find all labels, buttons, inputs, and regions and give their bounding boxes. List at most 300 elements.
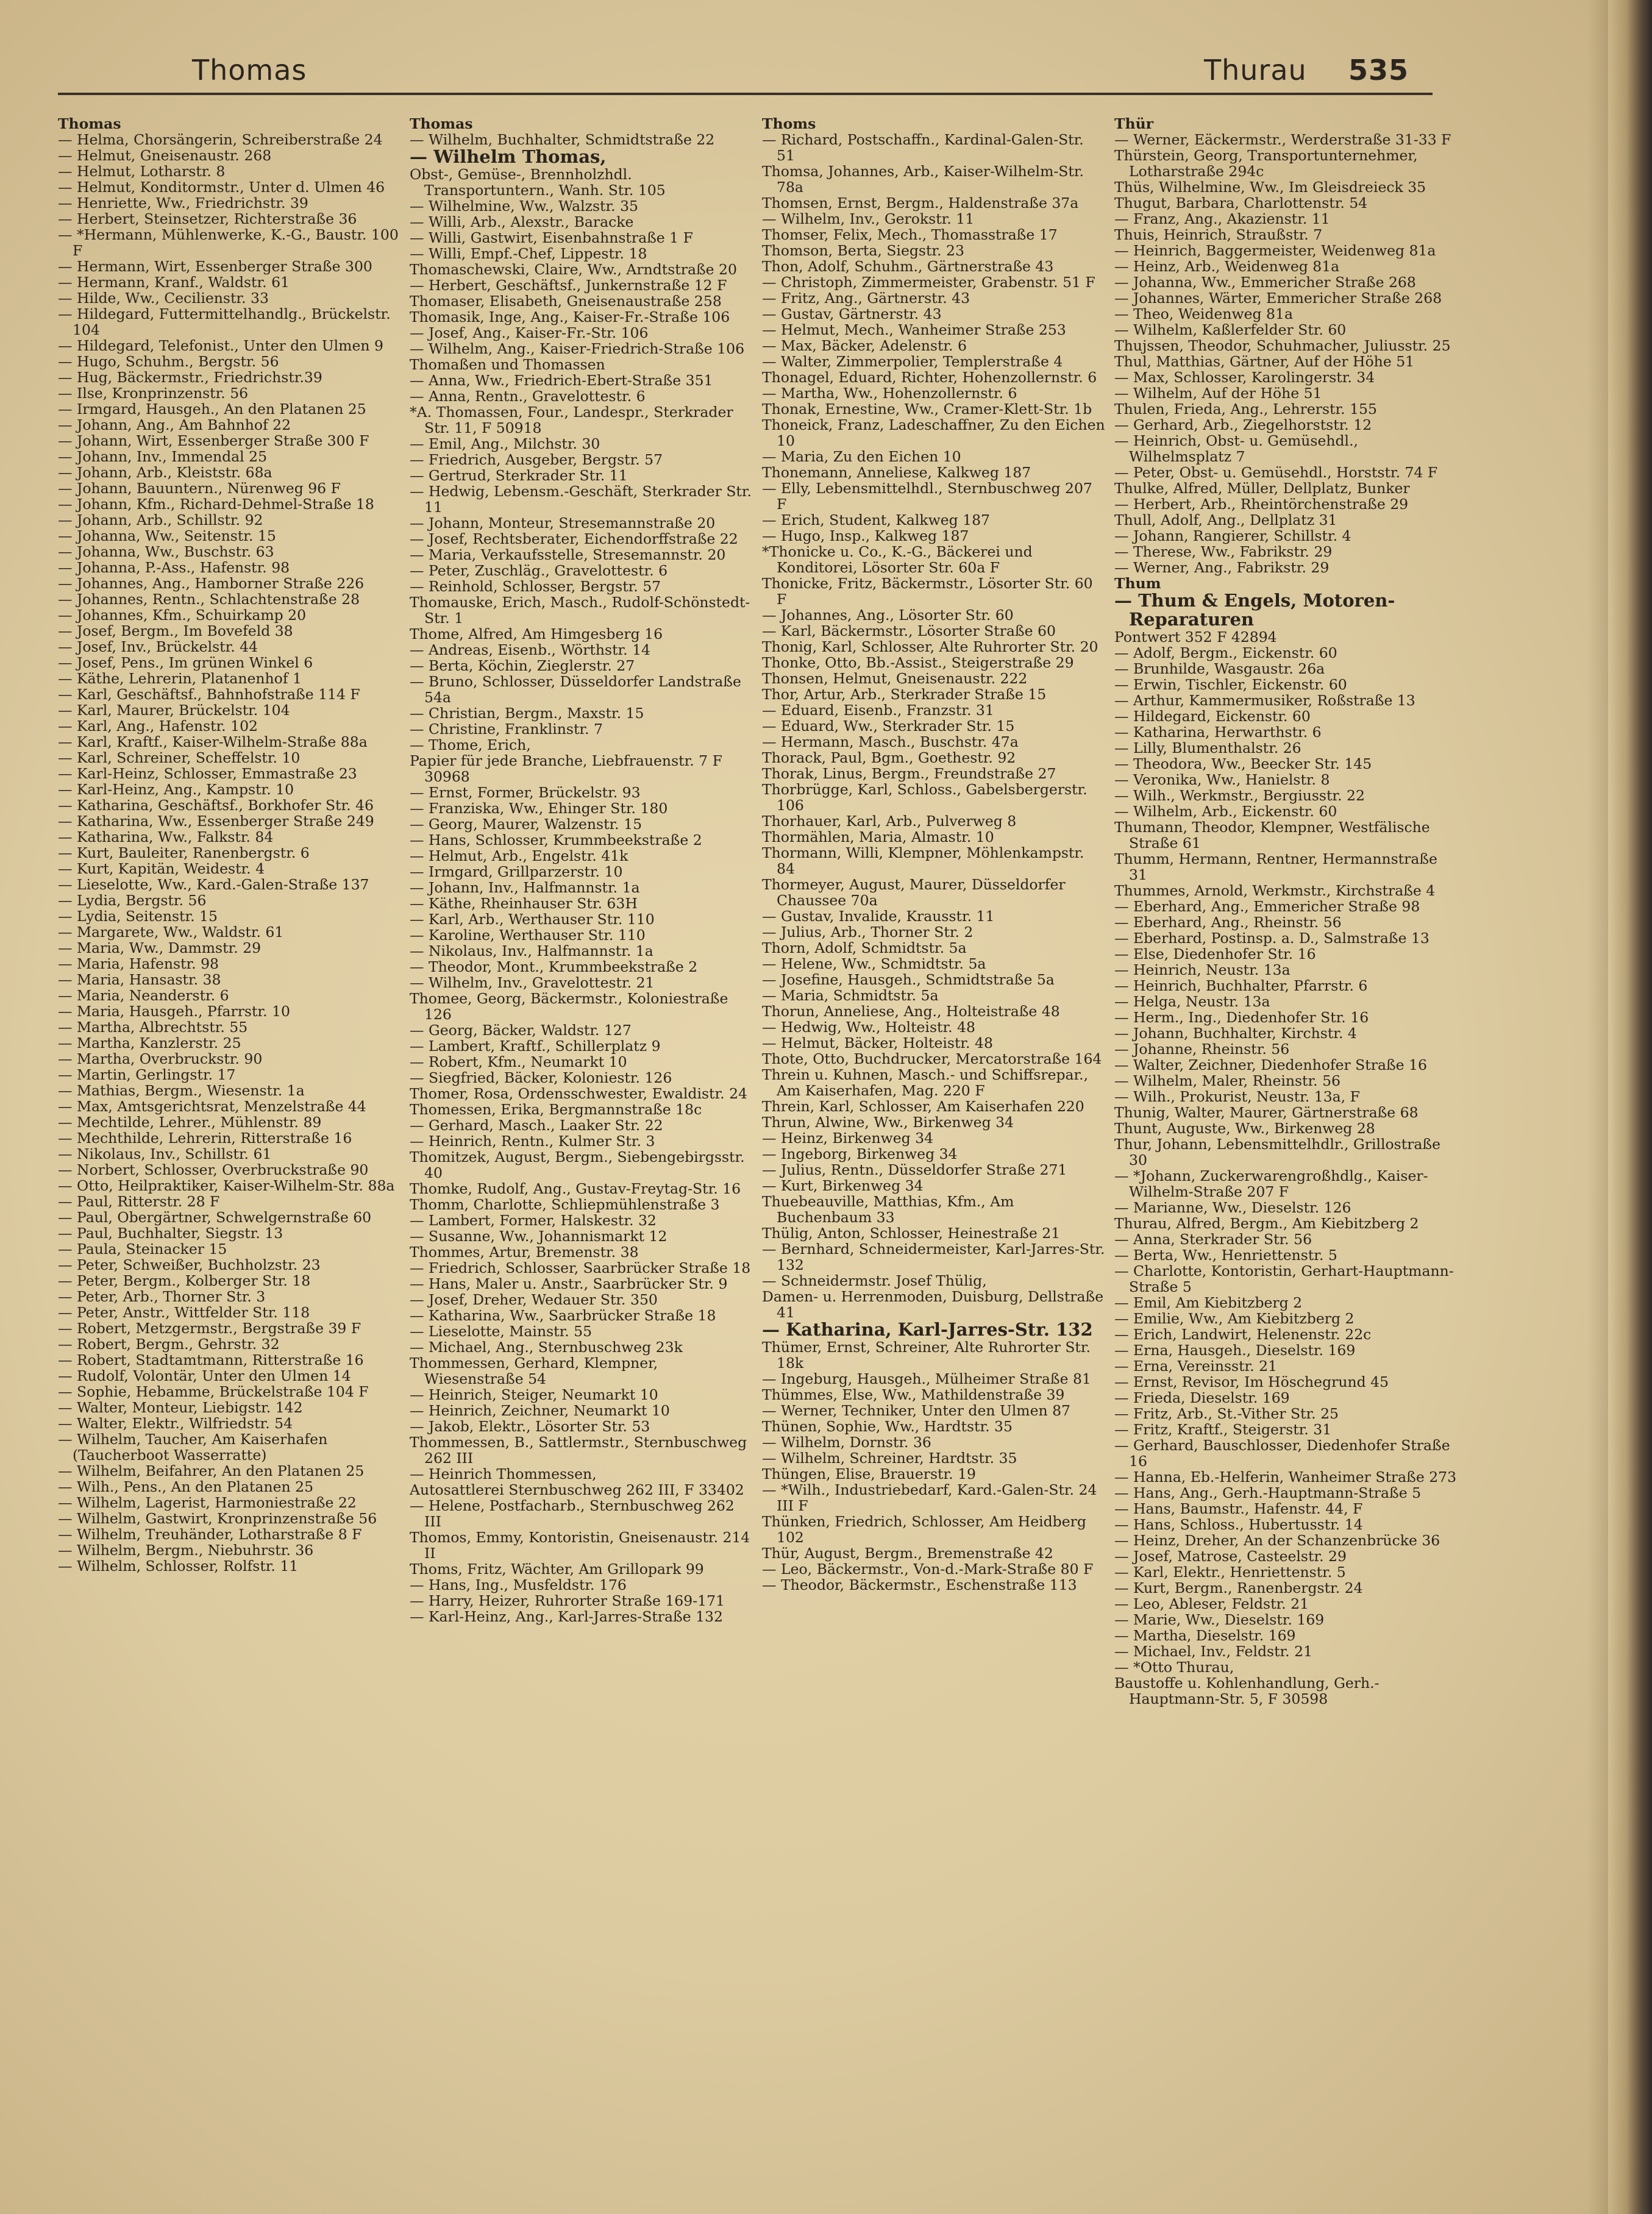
directory-entry: — Hilde, Ww., Cecilienstr. 33: [58, 290, 269, 307]
directory-entry: — Johann, Inv., Halfmannstr. 1a: [410, 879, 640, 896]
directory-entry: — Walter, Monteur, Liebigstr. 142: [58, 1399, 303, 1416]
directory-entry: — Johannes, Ang., Hamborner Straße 226: [58, 575, 365, 592]
directory-entry: — Maria, Hansastr. 38: [58, 971, 221, 988]
directory-entry: — Helma, Chorsängerin, Schreiberstraße 24: [58, 131, 383, 148]
directory-entry: — Hans, Baumstr., Hafenstr. 44, F: [1114, 1500, 1363, 1517]
directory-entry: Thümmes, Else, Ww., Mathildenstraße 39: [762, 1386, 1065, 1403]
directory-entry: — Peter, Anstr., Wittfelder Str. 118: [58, 1304, 310, 1321]
directory-entry: — Wilh., Prokurist, Neustr. 13a, F: [1114, 1088, 1360, 1105]
directory-entry: — Therese, Ww., Fabrikstr. 29: [1114, 543, 1333, 560]
directory-entry: — Otto, Heilpraktiker, Kaiser-Wilhelm-Str. 88a: [58, 1177, 395, 1194]
directory-entry: — Else, Diedenhofer Str. 16: [1114, 945, 1316, 963]
directory-entry: — Wilhelm, Kaßlerfelder Str. 60: [1114, 321, 1347, 338]
directory-entry: — Erna, Vereinsstr. 21: [1114, 1358, 1278, 1375]
directory-entry: — Johanna, Ww., Seitenstr. 15: [58, 527, 276, 544]
directory-entry: — Johannes, Wärter, Emmericher Straße 268: [1114, 290, 1442, 307]
directory-entry: Thum: [1114, 575, 1161, 592]
directory-entry: Thonig, Karl, Schlosser, Alte Ruhrorter Str. 20: [762, 638, 1098, 655]
directory-column-4: [1114, 116, 1459, 2201]
directory-entry: Thonsen, Helmut, Gneisenaustr. 222: [762, 670, 1028, 687]
directory-entry: Thor, Artur, Arb., Sterkrader Straße 15: [762, 686, 1047, 703]
directory-entry: — Max, Amtsgerichtsrat, Menzelstraße 44: [58, 1098, 366, 1115]
directory-entry: — Josef, Pens., Im grünen Winkel 6: [58, 654, 313, 671]
directory-entry: — Martha, Overbruckstr. 90: [58, 1050, 263, 1067]
directory-entry: — Veronika, Ww., Hanielstr. 8: [1114, 771, 1330, 788]
directory-entry: — Heinrich, Zeichner, Neumarkt 10: [410, 1402, 670, 1419]
directory-entry: — Ingeburg, Hausgeh., Mülheimer Straße 81: [762, 1370, 1091, 1387]
directory-entry: — Gertrud, Sterkrader Str. 11: [410, 467, 628, 484]
directory-column-3: [762, 116, 1106, 2201]
directory-entry: — Werner, Eäckermstr., Werderstraße 31-33 F: [1114, 131, 1451, 148]
directory-entry: — Karl, Maurer, Brückelstr. 104: [58, 702, 290, 719]
directory-entry: — Wilhelmine, Ww., Walzstr. 35: [410, 198, 638, 215]
directory-entry: — Wilhelm Thomas,: [410, 146, 607, 167]
directory-entry: Thomaschewski, Claire, Ww., Arndtstraße 20: [410, 261, 737, 278]
directory-entry: — Lydia, Seitenstr. 15: [58, 908, 218, 925]
directory-entry: — *Otto Thurau,: [1114, 1659, 1234, 1676]
directory-entry: — Leo, Ableser, Feldstr. 21: [1114, 1595, 1309, 1612]
directory-entry: *Thonicke u. Co., K.-G., Bäckerei und Konditorei, Lösorter Str. 60a F: [762, 543, 1033, 576]
directory-entry: Thummes, Arnold, Werkmstr., Kirchstraße 4: [1114, 882, 1436, 899]
directory-entry: — Maria, Schmidtstr. 5a: [762, 987, 939, 1004]
directory-entry: *A. Thomassen, Four., Landespr., Sterkrader Str. 11, F 50918: [410, 404, 733, 436]
directory-entry: — Willi, Empf.-Chef, Lippestr. 18: [410, 245, 647, 262]
directory-entry: — Johanna, Ww., Emmericher Straße 268: [1114, 274, 1416, 291]
directory-entry: — Wilhelm, Gastwirt, Kronprinzenstraße 56: [58, 1510, 377, 1527]
directory-entry: Threin, Karl, Schlosser, Am Kaiserhafen 220: [762, 1098, 1084, 1115]
directory-entry: — Thome, Erich,: [410, 736, 531, 753]
directory-entry: — Lieselotte, Ww., Kard.-Galen-Straße 137: [58, 876, 369, 893]
directory-entry: — Friedrich, Ausgeber, Bergstr. 57: [410, 451, 663, 468]
directory-entry: — Anna, Rentn., Gravelottestr. 6: [410, 388, 646, 405]
directory-entry: — Mechthilde, Lehrerin, Ritterstraße 16: [58, 1130, 352, 1147]
directory-entry: — Martin, Gerlingstr. 17: [58, 1066, 236, 1083]
directory-entry: — Eberhard, Postinsp. a. D., Salmstraße 13: [1114, 930, 1429, 947]
directory-entry: — Johannes, Kfm., Schuirkamp 20: [58, 607, 307, 624]
directory-entry: — Michael, Inv., Feldstr. 21: [1114, 1643, 1313, 1660]
directory-entry: — Hans, Ang., Gerh.-Hauptmann-Straße 5: [1114, 1484, 1422, 1501]
directory-entry: — Anna, Sterkrader Str. 56: [1114, 1231, 1312, 1248]
directory-entry: — Ingeborg, Birkenweg 34: [762, 1145, 958, 1162]
directory-entry: Thüngen, Elise, Brauerstr. 19: [762, 1465, 976, 1483]
directory-entry: — Karl, Geschäftsf., Bahnhofstraße 114 F: [58, 686, 360, 703]
directory-entry: — Emil, Am Kiebitzberg 2: [1114, 1294, 1303, 1311]
directory-entry: — Anna, Ww., Friedrich-Ebert-Straße 351: [410, 372, 713, 389]
directory-entry: — Herm., Ing., Diedenhofer Str. 16: [1114, 1009, 1369, 1026]
directory-entry: — Wilhelm, Dornstr. 36: [762, 1434, 931, 1451]
directory-entry: — Hans, Schlosser, Krummbeekstraße 2: [410, 831, 702, 849]
directory-entry: Thonemann, Anneliese, Kalkweg 187: [762, 464, 1031, 481]
directory-entry: — Paul, Ritterstr. 28 F: [58, 1193, 220, 1210]
directory-entry: — Wilhelm, Ang., Kaiser-Friedrich-Straße 106: [410, 340, 745, 357]
directory-entry: Thomsen, Ernst, Bergm., Haldenstraße 37a: [762, 194, 1079, 212]
directory-entry: — Andreas, Eisenb., Wörthstr. 14: [410, 641, 651, 658]
directory-entry: — Karl-Heinz, Ang., Karl-Jarres-Straße 132: [410, 1608, 723, 1625]
directory-entry: — Gustav, Invalide, Krausstr. 11: [762, 908, 995, 925]
directory-entry: Thoneick, Franz, Ladeschaffner, Zu den Eichen 10: [762, 416, 1105, 449]
directory-entry: — Irmgard, Grillparzerstr. 10: [410, 863, 623, 880]
directory-entry: Thomasik, Inge, Ang., Kaiser-Fr.-Straße 106: [410, 308, 730, 326]
directory-entry: — Julius, Arb., Thorner Str. 2: [762, 924, 974, 941]
directory-entry: — Lambert, Kraftf., Schillerplatz 9: [410, 1038, 661, 1055]
directory-entry: — Käthe, Lehrerin, Platanenhof 1: [58, 670, 302, 687]
directory-entry: — Maria, Hausgeh., Pfarrstr. 10: [58, 1003, 290, 1020]
directory-entry: Thomson, Berta, Siegstr. 23: [762, 242, 964, 259]
directory-entry: — Susanne, Ww., Johannismarkt 12: [410, 1228, 668, 1245]
directory-entry: — Martha, Albrechtstr. 55: [58, 1019, 248, 1036]
directory-entry: — Herbert, Arb., Rheintörchenstraße 29: [1114, 496, 1409, 513]
directory-entry: — Peter, Obst- u. Gemüsehdl., Horststr. 74 F: [1114, 464, 1438, 481]
directory-entry: — *Johann, Zuckerwarengroßhdlg., Kaiser-Wilhelm-Straße 207 F: [1114, 1167, 1428, 1200]
directory-entry: — Theo, Weidenweg 81a: [1114, 305, 1293, 322]
directory-entry: — Reinhold, Schlosser, Bergstr. 57: [410, 578, 661, 595]
directory-entry: — Johanne, Rheinstr. 56: [1114, 1041, 1290, 1058]
directory-entry: Thoms, Fritz, Wächter, Am Grillopark 99: [410, 1561, 704, 1578]
directory-entry: — Erich, Landwirt, Helenenstr. 22c: [1114, 1326, 1372, 1343]
directory-entry: Thulen, Frieda, Ang., Lehrerstr. 155: [1114, 400, 1377, 418]
directory-entry: — Heinz, Birkenweg 34: [762, 1130, 934, 1147]
directory-entry: — Lilly, Blumenthalstr. 26: [1114, 739, 1301, 756]
directory-entry: — Peter, Schweißer, Buchholzstr. 23: [58, 1256, 321, 1273]
directory-entry: — Martha, Dieselstr. 169: [1114, 1627, 1296, 1644]
directory-entry: — Josef, Dreher, Wedauer Str. 350: [410, 1291, 658, 1308]
directory-entry: Thüs, Wilhelmine, Ww., Im Gleisdreieck 35: [1114, 179, 1426, 196]
directory-entry: Thonicke, Fritz, Bäckermstr., Lösorter Str. 60 F: [762, 575, 1093, 608]
directory-entry: — Kurt, Bergm., Ranenbergstr. 24: [1114, 1579, 1363, 1596]
directory-entry: — *Hermann, Mühlenwerke, K.-G., Baustr. 100 F: [58, 226, 399, 259]
directory-entry: — Hugo, Schuhm., Bergstr. 56: [58, 353, 279, 370]
directory-entry: — Theodora, Ww., Beecker Str. 145: [1114, 755, 1372, 772]
directory-entry: — Karl, Schreiner, Scheffelstr. 10: [58, 749, 301, 766]
directory-entry: — Christian, Bergm., Maxstr. 15: [410, 705, 644, 722]
directory-entry: Thon, Adolf, Schuhm., Gärtnerstraße 43: [762, 258, 1054, 275]
directory-entry: — Helmut, Mech., Wanheimer Straße 253: [762, 321, 1066, 338]
directory-entry: — Katharina, Ww., Falkstr. 84: [58, 828, 274, 845]
directory-entry: — Mathias, Bergm., Wiesenstr. 1a: [58, 1082, 305, 1099]
directory-entry: — Helene, Postfacharb., Sternbuschweg 262 III: [410, 1497, 735, 1530]
directory-entry: — Heinrich, Steiger, Neumarkt 10: [410, 1386, 658, 1403]
directory-entry: — Elly, Lebensmittelhdl., Sternbuschweg 207 F: [762, 480, 1092, 513]
directory-entry: — Karoline, Werthauser Str. 110: [410, 927, 646, 944]
directory-entry: — Katharina, Geschäftsf., Borkhofer Str. 46: [58, 797, 374, 814]
directory-entry: Thuis, Heinrich, Straußstr. 7: [1114, 226, 1323, 243]
directory-entry: Thür, August, Bergm., Bremenstraße 42: [762, 1545, 1053, 1562]
directory-entry: Baustoffe u. Kohlenhandlung, Gerh.-Hauptmann-Str. 5, F 30598: [1114, 1675, 1380, 1707]
directory-entry: — Wilhelm, Taucher, Am Kaiserhafen (Taucherboot Wasserratte): [58, 1431, 328, 1464]
directory-entry: — Maria, Zu den Eichen 10: [762, 448, 961, 465]
directory-entry: — Robert, Stadtamtmann, Ritterstraße 16: [58, 1351, 364, 1369]
directory-entry: — Johannes, Rentn., Schlachtenstraße 28: [58, 591, 360, 608]
directory-entry: Thülig, Anton, Schlosser, Heinestraße 21: [762, 1225, 1061, 1242]
directory-entry: — Eduard, Eisenb., Franzstr. 31: [762, 702, 994, 719]
directory-entry: — *Wilh., Industriebedarf, Kard.-Galen-Str. 24 III F: [762, 1481, 1097, 1514]
directory-entry: Thomas: [58, 116, 121, 132]
directory-entry: — Werner, Techniker, Unter den Ulmen 87: [762, 1402, 1070, 1419]
directory-entry: — Herbert, Geschäftsf., Junkernstraße 12 F: [410, 277, 727, 294]
directory-entry: — Lambert, Former, Halskestr. 32: [410, 1212, 657, 1229]
directory-entry: — Katharina, Herwarthstr. 6: [1114, 724, 1322, 741]
directory-column-2: [410, 116, 754, 2201]
directory-entry: — Bruno, Schlosser, Düsseldorfer Landstraße 54a: [410, 673, 741, 706]
directory-entry: — Helene, Ww., Schmidtstr. 5a: [762, 955, 986, 972]
directory-entry: Thomser, Felix, Mech., Thomasstraße 17: [762, 226, 1058, 243]
directory-entry: Thunig, Walter, Maurer, Gärtnerstraße 68: [1114, 1104, 1419, 1121]
directory-entry: — Hedwig, Lebensm.-Geschäft, Sterkrader Str. 11: [410, 483, 752, 516]
directory-entry: — Heinrich, Neustr. 13a: [1114, 961, 1291, 978]
directory-entry: Thommessen, B., Sattlermstr., Sternbuschweg 262 III: [410, 1434, 747, 1467]
directory-entry: — Wilhelm, Schreiner, Hardtstr. 35: [762, 1450, 1017, 1467]
directory-entry: — Helmut, Arb., Engelstr. 41k: [410, 847, 628, 864]
directory-entry: — Heinrich, Buchhalter, Pfarrstr. 6: [1114, 977, 1368, 994]
directory-entry: — Michael, Ang., Sternbuschweg 23k: [410, 1339, 683, 1356]
directory-entry: — Margarete, Ww., Waldstr. 61: [58, 924, 284, 941]
directory-entry: — Maria, Verkaufsstelle, Stresemannstr. 20: [410, 546, 726, 563]
directory-entry: — Hug, Bäckermstr., Friedrichstr.39: [58, 369, 322, 386]
directory-entry: — Helmut, Lotharstr. 8: [58, 163, 226, 180]
directory-entry: — Brunhilde, Wasgaustr. 26a: [1114, 660, 1325, 677]
directory-entry: Thormann, Willi, Klempner, Möhlenkampstr. 84: [762, 844, 1084, 877]
directory-entry: Papier für jede Branche, Liebfrauenstr. 7 F 30968: [410, 752, 722, 785]
directory-entry: Thonagel, Eduard, Richter, Hohenzollernstr. 6: [762, 369, 1097, 386]
directory-entry: — Hildegard, Eickenstr. 60: [1114, 708, 1311, 725]
directory-entry: — Robert, Kfm., Neumarkt 10: [410, 1053, 627, 1070]
directory-entry: Thommes, Artur, Bremenstr. 38: [410, 1244, 639, 1261]
page-fold-shadow: [1587, 0, 1608, 2214]
directory-entry: Thonak, Ernestine, Ww., Cramer-Klett-Str. 1b: [762, 400, 1092, 418]
directory-entry: Thote, Otto, Buchdrucker, Mercatorstraße 164: [762, 1050, 1102, 1067]
directory-entry: Thoms: [762, 116, 816, 132]
directory-entry: — Julius, Rentn., Düsseldorfer Straße 271: [762, 1161, 1067, 1178]
directory-entry: — Richard, Postschaffn., Kardinal-Galen-Str. 51: [762, 131, 1084, 164]
directory-entry: — Karl, Kraftf., Kaiser-Wilhelm-Straße 88a: [58, 733, 368, 750]
directory-entry: Thomm, Charlotte, Schliepmühlenstraße 3: [410, 1196, 720, 1213]
directory-entry: Thunt, Auguste, Ww., Birkenweg 28: [1114, 1120, 1375, 1137]
directory-entry: — Werner, Ang., Fabrikstr. 29: [1114, 559, 1330, 576]
directory-entry: — Wilh., Werkmstr., Bergiusstr. 22: [1114, 787, 1365, 804]
directory-entry: — Gerhard, Masch., Laaker Str. 22: [410, 1117, 663, 1134]
directory-entry: — Heinz, Dreher, An der Schanzenbrücke 36: [1114, 1532, 1440, 1549]
directory-entry: — Hanna, Eb.-Helferin, Wanheimer Straße 273: [1114, 1468, 1457, 1486]
directory-entry: — Karl, Bäckermstr., Lösorter Straße 60: [762, 622, 1056, 639]
directory-entry: — Wilhelm, Inv., Gerokstr. 11: [762, 210, 975, 227]
directory-entry: — Karl, Arb., Werthauser Str. 110: [410, 911, 655, 928]
directory-entry: — Heinrich, Obst- u. Gemüsehdl., Wilhelmsplatz 7: [1114, 432, 1359, 465]
directory-entry: — Johann, Arb., Kleiststr. 68a: [58, 464, 272, 481]
header-left-keyword: Thomas: [192, 54, 307, 87]
directory-entry: Thulke, Alfred, Müller, Dellplatz, Bunker: [1114, 480, 1410, 497]
directory-entry: — Franziska, Ww., Ehinger Str. 180: [410, 800, 668, 817]
page-header: [0, 0, 1433, 101]
directory-entry: — Robert, Metzgermstr., Bergstraße 39 F: [58, 1320, 361, 1337]
book-spine: [1609, 0, 1652, 2214]
directory-entry: — Friedrich, Schlosser, Saarbrücker Straße 18: [410, 1259, 751, 1276]
directory-entry: — Helga, Neustr. 13a: [1114, 993, 1270, 1010]
directory-entry: — Martha, Ww., Hohenzollernstr. 6: [762, 385, 1017, 402]
directory-entry: Thul, Matthias, Gärtner, Auf der Höhe 51: [1114, 353, 1415, 370]
directory-entry: — Ernst, Revisor, Im Höschegrund 45: [1114, 1373, 1389, 1390]
directory-entry: — Wilh., Pens., An den Platanen 25: [58, 1478, 314, 1495]
directory-entry: — Walter, Zeichner, Diedenhofer Straße 16: [1114, 1056, 1427, 1073]
directory-entry: — Helmut, Bäcker, Holteistr. 48: [762, 1034, 993, 1052]
directory-entry: Thomaser, Elisabeth, Gneisenaustraße 258: [410, 293, 722, 310]
directory-entry: — Norbert, Schlosser, Overbruckstraße 90: [58, 1161, 369, 1178]
directory-entry: Thorbrügge, Karl, Schloss., Gabelsbergerstr. 106: [762, 781, 1088, 814]
directory-entry: — Wilhelm, Bergm., Niebuhrstr. 36: [58, 1542, 314, 1559]
directory-entry: — Gerhard, Arb., Ziegelhorststr. 12: [1114, 416, 1372, 433]
directory-entry: Thürstein, Georg, Transportunternehmer, Lotharstraße 294c: [1114, 147, 1418, 180]
directory-entry: — Peter, Zuschläg., Gravelottestr. 6: [410, 562, 668, 579]
directory-entry: — Johann, Wirt, Essenberger Straße 300 F: [58, 432, 369, 449]
directory-entry: — Erna, Hausgeh., Dieselstr. 169: [1114, 1342, 1356, 1359]
directory-entry: — Georg, Maurer, Walzenstr. 15: [410, 816, 643, 833]
directory-entry: Thomauske, Erich, Masch., Rudolf-Schönstedt-Str. 1: [410, 594, 750, 627]
directory-entry: — Kurt, Birkenweg 34: [762, 1177, 924, 1194]
directory-entry: — Karl-Heinz, Ang., Kampstr. 10: [58, 781, 294, 798]
directory-entry: — Nikolaus, Inv., Schillstr. 61: [58, 1145, 272, 1162]
directory-entry: — Hugo, Insp., Kalkweg 187: [762, 527, 969, 544]
directory-entry: — Heinrich, Baggermeister, Weidenweg 81a: [1114, 242, 1436, 259]
directory-entry: Thurau, Alfred, Bergm., Am Kiebitzberg 2: [1114, 1215, 1419, 1232]
directory-entry: — Wilhelm, Beifahrer, An den Platanen 25: [58, 1462, 365, 1479]
directory-entry: Thomsa, Johannes, Arb., Kaiser-Wilhelm-Str. 78a: [762, 163, 1084, 196]
directory-entry: — Lieselotte, Mainstr. 55: [410, 1323, 593, 1340]
directory-entry: — Arthur, Kammermusiker, Roßstraße 13: [1114, 692, 1415, 709]
directory-entry: — Johann, Inv., Immendal 25: [58, 448, 268, 465]
directory-entry: Thorn, Adolf, Schmidtstr. 5a: [762, 939, 967, 956]
directory-entry: — Hermann, Kranf., Waldstr. 61: [58, 274, 290, 291]
directory-entry: — Willi, Arb., Alexstr., Baracke: [410, 213, 634, 230]
directory-entry: — Johann, Ang., Am Bahnhof 22: [58, 416, 291, 433]
directory-entry: — Josef, Rechtsberater, Eichendorffstraße 22: [410, 530, 738, 547]
directory-entry: Thormählen, Maria, Almastr. 10: [762, 828, 994, 845]
directory-entry: — Käthe, Rheinhauser Str. 63H: [410, 895, 638, 912]
directory-entry: — Eberhard, Ang., Emmericher Straße 98: [1114, 898, 1420, 915]
directory-entry: — Karl, Elektr., Henriettenstr. 5: [1114, 1564, 1346, 1581]
directory-entry: Thorun, Anneliese, Ang., Holteistraße 48: [762, 1003, 1060, 1020]
directory-entry: Thomee, Georg, Bäckermstr., Koloniestraße 126: [410, 990, 728, 1023]
directory-entry: — Emil, Ang., Milchstr. 30: [410, 435, 600, 452]
directory-entry: — Wilhelm, Treuhänder, Lotharstraße 8 F: [58, 1526, 362, 1543]
directory-entry: — Hermann, Masch., Buschstr. 47a: [762, 733, 1019, 750]
directory-entry: — Nikolaus, Inv., Halfmannstr. 1a: [410, 942, 653, 959]
directory-entry: — Wilhelm, Lagerist, Harmoniestraße 22: [58, 1494, 357, 1511]
directory-entry: — Johann, Buchhalter, Kirchstr. 4: [1114, 1025, 1357, 1042]
directory-entry: — Berta, Ww., Henriettenstr. 5: [1114, 1247, 1337, 1264]
directory-entry: — Wilhelm, Inv., Gravelottestr. 21: [410, 974, 655, 991]
directory-entry: — Karl, Ang., Hafenstr. 102: [58, 717, 258, 735]
directory-entry: — Josef, Matrose, Casteelstr. 29: [1114, 1548, 1347, 1565]
directory-entry: Thumm, Hermann, Rentner, Hermannstraße 31: [1114, 850, 1437, 883]
directory-entry: — Frieda, Dieselstr. 169: [1114, 1389, 1290, 1406]
directory-entry: — Josef, Ang., Kaiser-Fr.-Str. 106: [410, 324, 649, 341]
directory-entry: — Christine, Franklinstr. 7: [410, 721, 603, 738]
directory-entry: — Eduard, Ww., Sterkrader Str. 15: [762, 717, 1015, 735]
page-number: 535: [1348, 54, 1409, 87]
directory-entry: — Katharina, Ww., Essenberger Straße 249: [58, 813, 374, 830]
directory-entry: — Harry, Heizer, Ruhrorter Straße 169-171: [410, 1592, 725, 1609]
directory-entry: — Wilhelm, Maler, Rheinstr. 56: [1114, 1072, 1340, 1089]
directory-entry: Thormeyer, August, Maurer, Düsseldorfer Chaussee 70a: [762, 876, 1066, 909]
directory-entry: — Hermann, Wirt, Essenberger Straße 300: [58, 258, 372, 275]
directory-entry: — Erich, Student, Kalkweg 187: [762, 511, 990, 529]
directory-entry: — Mechtilde, Lehrer., Mühlenstr. 89: [58, 1114, 322, 1131]
directory-entry: — Sophie, Hebamme, Brückelstraße 104 F: [58, 1383, 369, 1400]
directory-entry: — Marie, Ww., Dieselstr. 169: [1114, 1611, 1325, 1628]
directory-entry: — Peter, Arb., Thorner Str. 3: [58, 1288, 266, 1305]
directory-entry: Autosattlerei Sternbuschweg 262 III, F 33402: [410, 1481, 744, 1498]
directory-entry: — Theodor, Mont., Krummbeekstraße 2: [410, 958, 698, 975]
directory-entry: — Hans, Schloss., Hubertusstr. 14: [1114, 1516, 1363, 1533]
directory-entry: Pontwert 352 F 42894: [1114, 628, 1277, 646]
directory-entry: — Josefine, Hausgeh., Schmidtstraße 5a: [762, 971, 1055, 988]
directory-entry: — Lydia, Bergstr. 56: [58, 892, 207, 909]
directory-entry: Thorak, Linus, Bergm., Freundstraße 27: [762, 765, 1056, 782]
directory-entry: — Schneidermstr. Josef Thülig,: [762, 1272, 987, 1289]
directory-entry: — Hans, Maler u. Anstr., Saarbrücker Str. 9: [410, 1275, 728, 1292]
directory-entry: Thomessen, Erika, Bergmannstraße 18c: [410, 1101, 702, 1118]
directory-entry: Thomke, Rudolf, Ang., Gustav-Freytag-Str. 16: [410, 1180, 741, 1197]
directory-entry: Thümer, Ernst, Schreiner, Alte Ruhrorter Str. 18k: [762, 1339, 1091, 1372]
directory-entry: Thujssen, Theodor, Schuhmacher, Juliusstr. 25: [1114, 337, 1451, 354]
directory-entry: Thomaßen und Thomassen: [410, 356, 605, 373]
directory-entry: — Hedwig, Ww., Holteistr. 48: [762, 1019, 975, 1036]
directory-entry: — Ernst, Former, Brückelstr. 93: [410, 784, 641, 801]
directory-entry: — Peter, Bergm., Kolberger Str. 18: [58, 1272, 311, 1289]
directory-entry: — Eberhard, Ang., Rheinstr. 56: [1114, 914, 1342, 931]
directory-entry: — Martha, Kanzlerstr. 25: [58, 1034, 241, 1052]
directory-entry: — Willi, Gastwirt, Eisenbahnstraße 1 F: [410, 229, 693, 246]
directory-entry: Thür: [1114, 116, 1154, 132]
directory-entry: — Gustav, Gärtnerstr. 43: [762, 305, 942, 322]
directory-entry: — Thum & Engels, Motoren-Reparaturen: [1114, 590, 1395, 630]
directory-entry: — Robert, Bergm., Gehrstr. 32: [58, 1336, 280, 1353]
directory-entry: Damen- u. Herrenmoden, Duisburg, Dellstraße 41: [762, 1288, 1104, 1321]
directory-entry: — Johann, Rangierer, Schillstr. 4: [1114, 527, 1351, 544]
directory-entry: — Adolf, Bergm., Eickenstr. 60: [1114, 644, 1337, 661]
directory-entry: — Jakob, Elektr., Lösorter Str. 53: [410, 1418, 650, 1435]
directory-entry: Thugut, Barbara, Charlottenstr. 54: [1114, 194, 1368, 212]
directory-entry: Thrun, Alwine, Ww., Birkenweg 34: [762, 1114, 1014, 1131]
directory-entry: — Helmut, Gneisenaustr. 268: [58, 147, 272, 164]
directory-entry: — Katharina, Karl-Jarres-Str. 132: [762, 1319, 1093, 1340]
directory-entry: — Johannes, Ang., Lösorter Str. 60: [762, 607, 1014, 624]
header-rule: [58, 93, 1433, 95]
directory-entry: — Walter, Zimmerpolier, Templerstraße 4: [762, 353, 1063, 370]
directory-entry: — Siegfried, Bäcker, Koloniestr. 126: [410, 1069, 672, 1086]
directory-entry: Thünken, Friedrich, Schlosser, Am Heidberg 102: [762, 1513, 1086, 1546]
directory-entry: — Walter, Elektr., Wilfriedstr. 54: [58, 1415, 293, 1432]
directory-entry: — Karl-Heinz, Schlosser, Emmastraße 23: [58, 765, 357, 782]
directory-entry: Thumann, Theodor, Klempner, Westfälische Straße 61: [1114, 819, 1430, 852]
directory-entry: — Maria, Ww., Dammstr. 29: [58, 939, 262, 956]
directory-entry: — Wilhelm, Buchhalter, Schmidtstraße 22: [410, 131, 715, 148]
directory-entry: — Leo, Bäckermstr., Von-d.-Mark-Straße 80 F: [762, 1561, 1094, 1578]
directory-entry: — Wilhelm, Auf der Höhe 51: [1114, 385, 1322, 402]
directory-entry: — Berta, Köchin, Zieglerstr. 27: [410, 657, 635, 674]
directory-column-1: [58, 116, 402, 2201]
directory-entry: — Charlotte, Kontoristin, Gerhart-Hauptmann-Straße 5: [1114, 1262, 1454, 1295]
directory-entry: — Fritz, Kraftf., Steigerstr. 31: [1114, 1421, 1332, 1438]
directory-entry: — Johann, Bauuntern., Nürenweg 96 F: [58, 480, 341, 497]
directory-entry: Thommessen, Gerhard, Klempner, Wiesenstraße 54: [410, 1354, 658, 1387]
directory-entry: Obst-, Gemüse-, Brennholzhdl. Transportuntern., Wanh. Str. 105: [410, 166, 666, 199]
directory-entry: — Kurt, Bauleiter, Ranenbergstr. 6: [58, 844, 310, 861]
directory-entry: — Kurt, Kapitän, Weidestr. 4: [58, 860, 265, 877]
directory-entry: — Erwin, Tischler, Eickenstr. 60: [1114, 676, 1347, 693]
directory-entry: Thorack, Paul, Bgm., Goethestr. 92: [762, 749, 1016, 766]
directory-entry: — Franz, Ang., Akazienstr. 11: [1114, 210, 1330, 227]
directory-entry: — Josef, Bergm., Im Bovefeld 38: [58, 622, 293, 639]
